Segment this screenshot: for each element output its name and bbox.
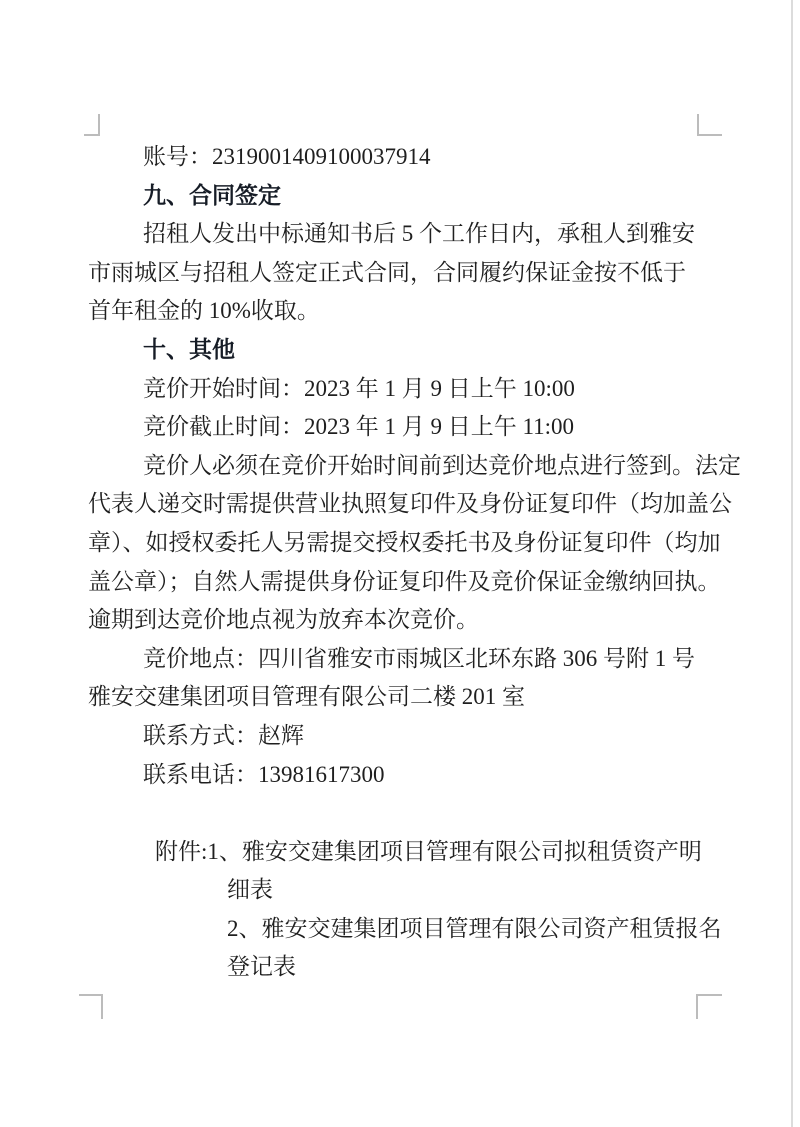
text-boundary-mark-bottom-left	[79, 994, 103, 1019]
text-boundary-mark-top-right	[697, 114, 722, 136]
signin-notice-line: 章）、如授权委托人另需提交授权委托书及身份证复印件（均加	[88, 529, 721, 555]
text-boundary-mark-top-left	[84, 114, 100, 136]
bid-start-time-line: 竞价开始时间：2023 年 1 月 9 日上午 10:00	[143, 375, 575, 401]
contact-phone-line: 联系电话：13981617300	[143, 761, 385, 787]
section-nine-paragraph-line: 招租人发出中标通知书后 5 个工作日内，承租人到雅安	[143, 221, 695, 247]
section-ten-heading: 十、其他	[143, 336, 235, 362]
section-nine-paragraph-line: 市雨城区与招租人签定正式合同，合同履约保证金按不低于	[88, 259, 686, 285]
attachment-item-2-line: 登记表	[227, 954, 296, 980]
document-body	[88, 138, 741, 987]
signin-notice-line: 竞价人必须在竞价开始时间前到达竞价地点进行签到。法定	[143, 452, 741, 478]
page-edge-line	[791, 0, 793, 1127]
attachment-item-1-line: 附件:1、雅安交建集团项目管理有限公司拟租赁资产明	[155, 838, 702, 864]
section-nine-heading: 九、合同签定	[143, 182, 281, 208]
signin-notice-line: 盖公章）；自然人需提供身份证复印件及竞价保证金缴纳回执。	[88, 568, 721, 594]
attachment-item-2-line: 2、雅安交建集团项目管理有限公司资产租赁报名	[227, 915, 722, 941]
spacer-line	[88, 794, 716, 833]
bid-location-line: 竞价地点：四川省雅安市雨城区北环东路 306 号附 1 号	[143, 645, 695, 671]
account-number-line: 账号：2319001409100037914	[143, 144, 431, 169]
bid-end-time-line: 竞价截止时间：2023 年 1 月 9 日上午 11:00	[143, 414, 575, 440]
signin-notice-line: 代表人递交时需提供营业执照复印件及身份证复印件（均加盖公	[88, 491, 732, 517]
bid-location-line: 雅安交建集团项目管理有限公司二楼 201 室	[88, 684, 525, 710]
signin-notice-line: 逾期到达竞价地点视为放弃本次竞价。	[88, 607, 479, 633]
contact-person-line: 联系方式：赵辉	[143, 722, 304, 748]
text-boundary-mark-bottom-right	[696, 994, 722, 1019]
attachment-item-1-line: 细表	[227, 877, 273, 903]
section-nine-paragraph-line: 首年租金的 10%收取。	[88, 298, 320, 324]
